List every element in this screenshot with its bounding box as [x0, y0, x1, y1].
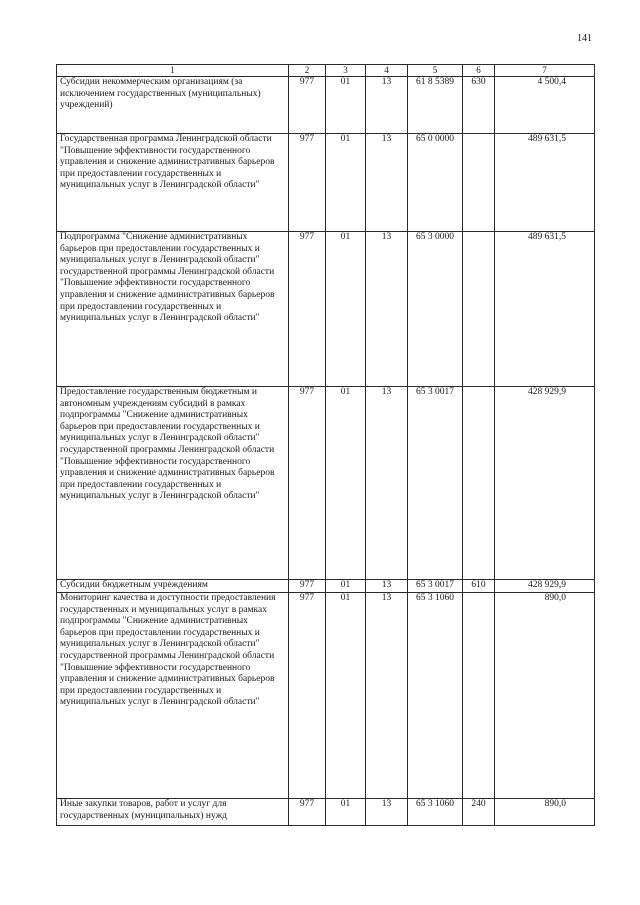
row-ved: 977 [289, 134, 326, 232]
column-header: 7 [495, 65, 595, 77]
row-name: Субсидии некоммерческим организациям (за исключением государственных (муниципальных) учреждений) [57, 77, 289, 134]
row-pr: 13 [366, 77, 408, 134]
row-csr: 65 3 0017 [408, 387, 463, 580]
row-rz: 01 [326, 387, 366, 580]
row-csr: 65 3 1060 [408, 799, 463, 826]
row-sum: 489 631,5 [495, 232, 595, 387]
row-pr: 13 [366, 134, 408, 232]
row-csr: 65 0 0000 [408, 134, 463, 232]
row-ved: 977 [289, 580, 326, 593]
table-row [57, 580, 595, 593]
row-sum: 428 929,9 [495, 387, 595, 580]
row-vr [463, 134, 495, 232]
row-sum: 890,0 [495, 593, 595, 799]
row-rz: 01 [326, 593, 366, 799]
table-row [57, 77, 595, 134]
table-row [57, 593, 595, 799]
row-csr: 65 3 0017 [408, 580, 463, 593]
table-row [57, 799, 595, 826]
table-row [57, 134, 595, 232]
row-pr: 13 [366, 593, 408, 799]
row-name: Иные закупки товаров, работ и услуг для государственных (муниципальных) нужд [57, 799, 289, 826]
row-rz: 01 [326, 134, 366, 232]
table-row [57, 387, 595, 580]
row-rz: 01 [326, 799, 366, 826]
row-csr: 65 3 1060 [408, 593, 463, 799]
table-header-row [57, 65, 595, 77]
row-pr: 13 [366, 387, 408, 580]
budget-table [56, 64, 595, 826]
column-header: 1 [57, 65, 289, 77]
table-row [57, 232, 595, 387]
row-ved: 977 [289, 799, 326, 826]
row-name: Мониторинг качества и доступности предоставления государственных и муниципальных услуг в рамках подпрограммы "Снижение административных барьеров при предоставлении государственных и муниципальных услуг в Ленинградской области" государственной программы Ленинградской области "Повышение эффективности государственного управления и снижение административных барьеров при предоставлении государственных и муниципальных услуг в Ленинградской области" [57, 593, 289, 799]
column-header: 3 [326, 65, 366, 77]
row-vr: 610 [463, 580, 495, 593]
row-pr: 13 [366, 580, 408, 593]
row-name: Государственная программа Ленинградской области "Повышение эффективности государственного управления и снижение административных барьеров при предоставлении государственных и муниципальных услуг в Ленинградской области" [57, 134, 289, 232]
row-ved: 977 [289, 593, 326, 799]
page-number: 141 [577, 33, 592, 44]
row-vr [463, 387, 495, 580]
row-pr: 13 [366, 232, 408, 387]
column-header: 5 [408, 65, 463, 77]
row-ved: 977 [289, 232, 326, 387]
row-name: Подпрограмма "Снижение административных барьеров при предоставлении государственных и муниципальных услуг в Ленинградской области" государственной программы Ленинградской области "Повышение эффективности государственного управления и снижение административных барьеров при предоставлении государственных и муниципальных услуг в Ленинградской области" [57, 232, 289, 387]
row-name: Субсидии бюджетным учреждениям [57, 580, 289, 593]
row-sum: 4 500,4 [495, 77, 595, 134]
row-ved: 977 [289, 77, 326, 134]
row-rz: 01 [326, 232, 366, 387]
column-header: 2 [289, 65, 326, 77]
column-header: 4 [366, 65, 408, 77]
row-vr: 630 [463, 77, 495, 134]
row-ved: 977 [289, 387, 326, 580]
row-vr: 240 [463, 799, 495, 826]
row-sum: 890,0 [495, 799, 595, 826]
row-pr: 13 [366, 799, 408, 826]
row-csr: 61 8 5389 [408, 77, 463, 134]
row-sum: 489 631,5 [495, 134, 595, 232]
column-header: 6 [463, 65, 495, 77]
row-sum: 428 929,9 [495, 580, 595, 593]
row-rz: 01 [326, 77, 366, 134]
row-csr: 65 3 0000 [408, 232, 463, 387]
row-vr [463, 593, 495, 799]
row-vr [463, 232, 495, 387]
row-rz: 01 [326, 580, 366, 593]
row-name: Предоставление государственным бюджетным и автономным учреждениям субсидий в рамках подпрограммы "Снижение административных барьеров при предоставлении государственных и муниципальных услуг в Ленинградской области" государственной программы Ленинградской области "Повышение эффективности государственного управления и снижение административных барьеров при предоставлении государственных и муниципальных услуг в Ленинградской области" [57, 387, 289, 580]
